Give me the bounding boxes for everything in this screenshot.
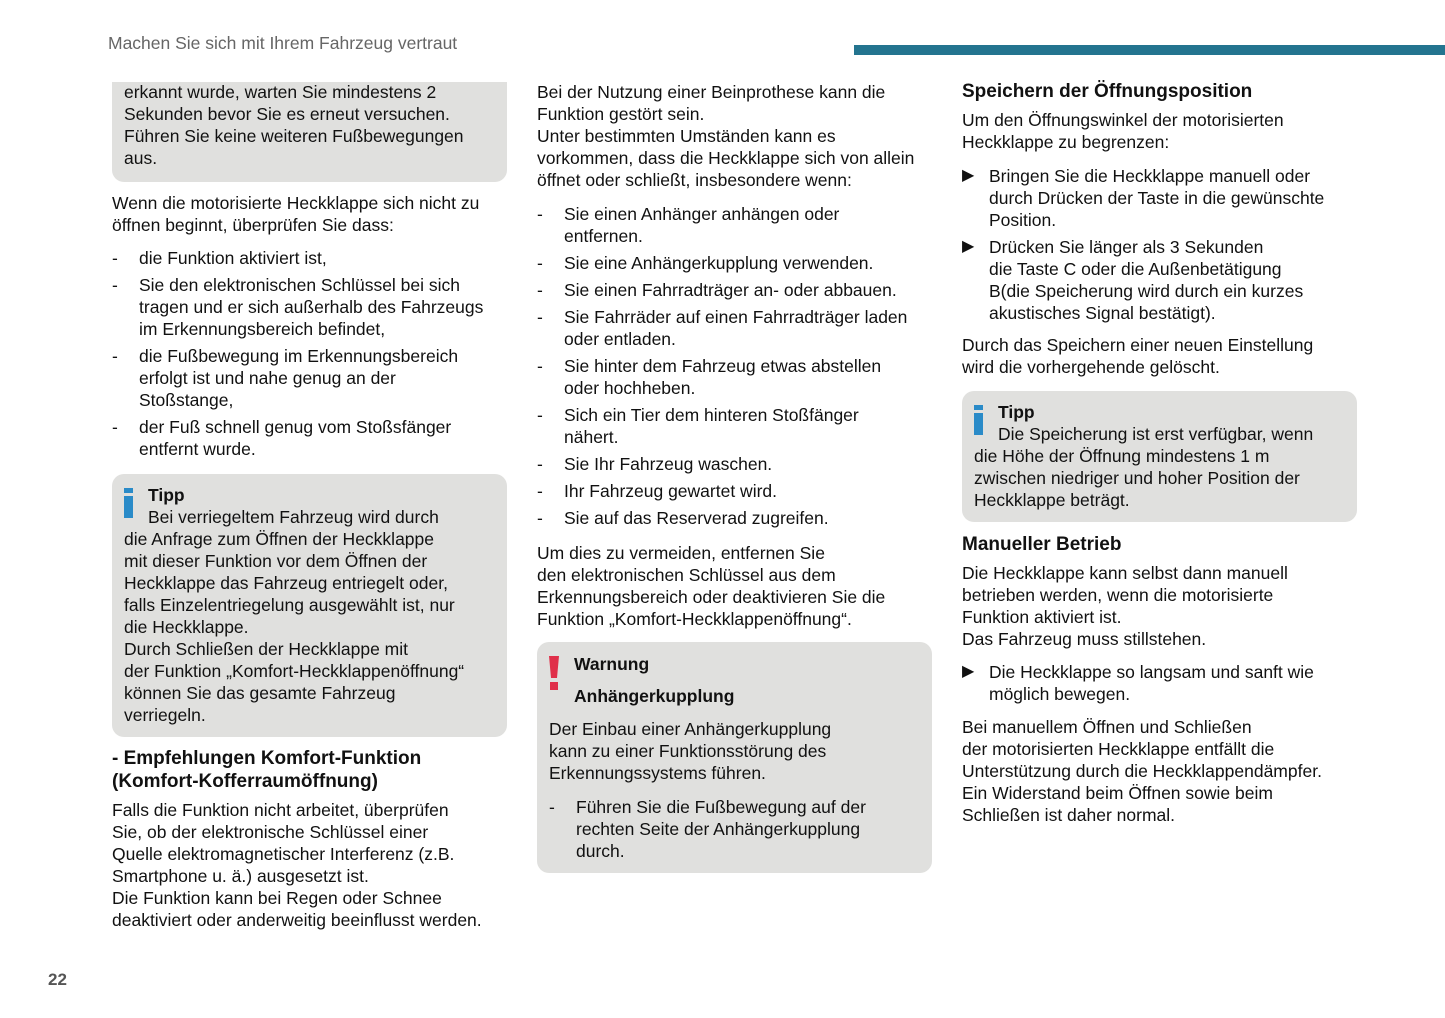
text-line: Sie hinter dem Fahrzeug etwas abstellen [564,356,882,376]
text-line: Unter bestimmten Umständen kann es [537,126,836,146]
text-line: Sie Ihr Fahrzeug waschen. [564,454,773,474]
header-accent-bar [854,45,1445,55]
text-line: Sekunden bevor Sie es erneut versuchen. [124,104,450,124]
tip-text [124,528,464,726]
continued-note-text [124,81,464,169]
list-item-text [139,416,451,460]
text-line: Bei der Nutzung einer Beinprothese kann die [537,82,886,102]
text-line: (Komfort-Kofferraumöffnung) [112,771,378,792]
manual-paragraph [962,562,1288,650]
text-line: Um dies zu vermeiden, entfernen Sie [537,543,825,563]
text-line: möglich bewegen. [989,684,1131,704]
text-line: Smartphone u. ä.) ausgesetzt ist. [112,866,369,886]
dash-marker: - [537,405,543,425]
prosthesis-paragraph [537,81,914,191]
dash-marker: - [537,481,543,501]
text-line: Heckklappe das Fahrzeug entriegelt oder, [124,573,448,593]
tip-box [112,474,507,737]
text-line: Bringen Sie die Heckklappe manuell oder [989,166,1311,186]
tip-title: Tipp [998,402,1035,422]
text-line: betrieben werden, wenn die motorisierte [962,585,1274,605]
dash-marker: - [537,307,543,327]
dash-marker: - [537,356,543,376]
text-line: mit dieser Funktion vor dem Öffnen der [124,551,428,571]
text-line: rechten Seite der Anhängerkupplung [576,819,861,839]
text-line: Ein Widerstand beim Öffnen sowie beim [962,783,1273,803]
text-line: Die Funktion kann bei Regen oder Schnee [112,888,442,908]
text-line: Sie, ob der elektronische Schlüssel einer [112,822,429,842]
recommendations-paragraph [112,799,482,931]
text-line: Sie einen Anhänger anhängen oder [564,204,840,224]
text-line: Quelle elektromagnetischer Interferenz (z.B. [112,844,455,864]
tip-box-2 [962,391,1357,522]
tip-first-line: Bei verriegeltem Fahrzeug wird durch [148,507,439,527]
text-line: können Sie das gesamte Fahrzeug [124,683,396,703]
text-line: B(die Speicherung wird durch ein kurzes [989,281,1304,301]
tip-text [974,445,1300,511]
section-heading-recommendations [112,747,421,793]
text-line: Durch das Speichern einer neuen Einstellung [962,335,1314,355]
dash-marker: - [549,797,555,817]
list-item-text [564,404,859,448]
text-line: oder entladen. [564,329,676,349]
text-line: Funktion aktiviert ist. [962,607,1122,627]
text-line: aus. [124,148,158,168]
text-line: öffnen beginnt, überprüfen Sie dass: [112,215,394,235]
text-line: erfolgt ist und nahe genug an der [139,368,396,388]
text-line: die Heckklappe. [124,617,249,637]
text-line: Führen Sie die Fußbewegung auf der [576,797,866,817]
text-line: der motorisierten Heckklappe entfällt die [962,739,1275,759]
text-line: Wenn die motorisierte Heckklappe sich nicht zu [112,193,480,213]
page-number: 22 [48,970,67,989]
dash-marker: - [112,275,118,295]
text-line: akustisches Signal bestätigt). [989,303,1216,323]
list-item-text [139,274,483,340]
text-line: Sie Fahrräder auf einen Fahrradträger laden [564,307,908,327]
text-line: die Fußbewegung im Erkennungsbereich [139,346,459,366]
running-header: Machen Sie sich mit Ihrem Fahrzeug vertraut [108,33,458,53]
text-line: Schließen ist daher normal. [962,805,1176,825]
list-item-text [564,507,829,529]
text-line: Bei manuellem Öffnen und Schließen [962,717,1252,737]
section-heading-save-position: Speichern der Öffnungsposition [962,81,1253,102]
text-line: Sich ein Tier dem hinteren Stoßfänger [564,405,859,425]
arrow-icon: ▶ [962,167,975,184]
list-item-text [564,453,772,475]
text-line: - Empfehlungen Komfort-Funktion [112,748,422,769]
text-line: entfernt wurde. [139,439,256,459]
text-line: falls Einzelentriegelung ausgewählt ist, nur [124,595,455,615]
text-line: die Taste C oder die Außenbetätigung [989,259,1282,279]
text-line: der Funktion „Komfort-Heckklappenöffnung“ [124,661,465,681]
text-line: Falls die Funktion nicht arbeitet, überprüfen [112,800,449,820]
arrow-icon: ▶ [962,238,975,255]
warning-text [549,718,831,784]
dash-marker: - [537,508,543,528]
text-line: deaktiviert oder anderweitig beeinflusst werden. [112,910,482,930]
save-intro [962,109,1284,153]
text-line: Erkennungssystems führen. [549,763,766,783]
text-line: tragen und er sich außerhalb des Fahrzeugs [139,297,484,317]
text-line: nähert. [564,427,619,447]
text-line: Ihr Fahrzeug gewartet wird. [564,481,778,501]
text-line: Der Einbau einer Anhängerkupplung [549,719,832,739]
text-line: Unterstützung durch die Heckklappendämpfer. [962,761,1322,781]
list-item-text [564,306,907,350]
text-line: oder hochheben. [564,378,696,398]
warning-title: Warnung [574,654,650,674]
dash-marker: - [112,417,118,437]
check-intro [112,192,479,236]
text-line: durch. [576,841,625,861]
arrow-icon: ▶ [962,663,975,680]
closing-paragraph [962,716,1322,826]
list-item-text [989,165,1324,231]
text-line: Sie einen Fahrradträger an- oder abbauen. [564,280,897,300]
list-item-text [564,279,897,301]
dash-marker: - [537,253,543,273]
section-heading-manual: Manueller Betrieb [962,534,1122,555]
list-item-text [564,203,839,247]
list-item-text [564,252,873,274]
text-line: Drücken Sie länger als 3 Sekunden [989,237,1264,257]
text-line: Sie eine Anhängerkupplung verwenden. [564,253,874,273]
save-note [962,334,1313,378]
text-line: Die Heckklappe kann selbst dann manuell [962,563,1288,583]
text-line: Das Fahrzeug muss stillstehen. [962,629,1207,649]
text-line: entfernen. [564,226,643,246]
text-line: Durch Schließen der Heckklappe mit [124,639,409,659]
list-item-text [989,236,1303,324]
list-item-text [564,480,777,502]
text-line: die Höhe der Öffnung mindestens 1 m [974,446,1270,466]
text-line: Position. [989,210,1057,230]
text-line: Sie auf das Reserverad zugreifen. [564,508,829,528]
list-item-text [139,345,458,411]
text-line: durch Drücken der Taste in die gewünschte [989,188,1325,208]
text-line: öffnet oder schließt, insbesondere wenn: [537,170,852,190]
text-line: kann zu einer Funktionsstörung des [549,741,827,761]
dash-marker: - [537,280,543,300]
avoid-paragraph [537,542,885,630]
tip-first-line: Die Speicherung ist erst verfügbar, wenn [998,424,1314,444]
text-line: Sie den elektronischen Schlüssel bei sich [139,275,461,295]
tip-title: Tipp [148,485,185,505]
dash-marker: - [537,204,543,224]
text-line: der Fuß schnell genug vom Stoßsfänger [139,417,452,437]
text-line: erkannt wurde, warten Sie mindestens 2 [124,82,437,102]
text-line: verriegeln. [124,705,206,725]
dash-marker: - [537,454,543,474]
text-line: die Funktion aktiviert ist, [139,248,327,268]
text-line: Funktion „Komfort-Heckklappenöffnung“. [537,609,852,629]
text-line: Funktion gestört sein. [537,104,705,124]
dash-marker: - [112,346,118,366]
text-line: Heckklappe beträgt. [974,490,1130,510]
text-line: Die Heckklappe so langsam und sanft wie [989,662,1314,682]
warning-subtitle: Anhängerkupplung [574,686,735,706]
list-item-text [564,355,881,399]
text-line: im Erkennungsbereich befindet, [139,319,386,339]
text-line: Führen Sie keine weiteren Fußbewegungen [124,126,464,146]
text-line: wird die vorhergehende gelöscht. [962,357,1220,377]
text-line: vorkommen, dass die Heckklappe sich von allein [537,148,915,168]
dash-marker: - [112,248,118,268]
text-line: zwischen niedriger und hoher Position der [974,468,1300,488]
text-line: die Anfrage zum Öffnen der Heckklappe [124,529,435,549]
text-line: den elektronischen Schlüssel aus dem [537,565,836,585]
warning-box [537,642,932,873]
text-line: Um den Öffnungswinkel der motorisierten [962,110,1284,130]
text-line: Heckklappe zu begrenzen: [962,132,1170,152]
text-line: Erkennungsbereich oder deaktivieren Sie die [537,587,886,607]
text-line: Stoßstange, [139,390,234,410]
list-item-text [139,247,327,269]
